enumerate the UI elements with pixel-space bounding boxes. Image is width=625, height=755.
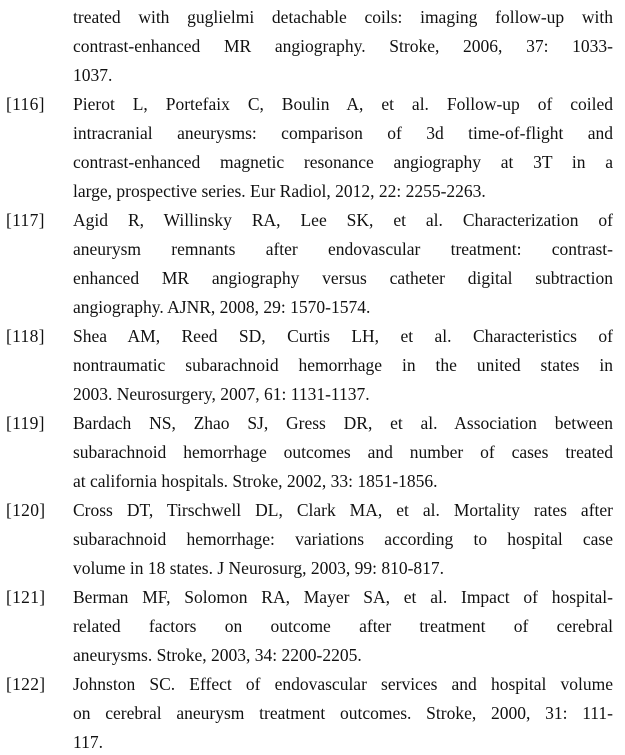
reference-line: nontraumatic subarachnoid hemorrhage in the united states in: [73, 355, 613, 375]
reference-line: volume in 18 states. J Neurosurg, 2003, 99: 810-817.: [73, 558, 445, 578]
reference-line: large, prospective series. Eur Radiol, 2012, 22: 2255-2263.: [73, 181, 486, 201]
reference-number: [121]: [6, 587, 46, 607]
reference-line: contrast-enhanced magnetic resonance angiography at 3T in a: [73, 152, 613, 172]
reference-line: aneurysm remnants after endovascular treatment: contrast-: [73, 239, 613, 259]
reference-line: on cerebral aneurysm treatment outcomes. Stroke, 2000, 31: 111-: [73, 703, 613, 723]
reference-line: Johnston SC. Effect of endovascular services and hospital volume: [73, 674, 613, 694]
reference-line: angiography. AJNR, 2008, 29: 1570-1574.: [73, 297, 371, 317]
reference-line: Agid R, Willinsky RA, Lee SK, et al. Characterization of: [73, 210, 613, 230]
reference-line: contrast-enhanced MR angiography. Stroke, 2006, 37: 1033-: [73, 36, 613, 56]
reference-line: Berman MF, Solomon RA, Mayer SA, et al. Impact of hospital-: [73, 587, 613, 607]
reference-line: subarachnoid hemorrhage: variations according to hospital case: [73, 529, 613, 549]
reference-number: [122]: [6, 674, 46, 694]
reference-line: subarachnoid hemorrhage outcomes and number of cases treated: [73, 442, 613, 462]
reference-number: [118]: [6, 326, 45, 346]
reference-line: 1037.: [73, 65, 113, 85]
reference-number: [117]: [6, 210, 45, 230]
reference-line: Pierot L, Portefaix C, Boulin A, et al. Follow-up of coiled: [73, 94, 613, 114]
reference-line: treated with guglielmi detachable coils: imaging follow-up with: [73, 7, 613, 27]
reference-line: 2003. Neurosurgery, 2007, 61: 1131-1137.: [73, 384, 370, 404]
reference-line: related factors on outcome after treatment of cerebral: [73, 616, 613, 636]
reference-number: [116]: [6, 94, 45, 114]
reference-line: 117.: [73, 732, 103, 752]
reference-line: enhanced MR angiography versus catheter digital subtraction: [73, 268, 613, 288]
reference-line: aneurysms. Stroke, 2003, 34: 2200-2205.: [73, 645, 362, 665]
reference-line: Bardach NS, Zhao SJ, Gress DR, et al. Association between: [73, 413, 613, 433]
reference-line: intracranial aneurysms: comparison of 3d time-of-flight and: [73, 123, 613, 143]
reference-number: [120]: [6, 500, 46, 520]
reference-line: Cross DT, Tirschwell DL, Clark MA, et al. Mortality rates after: [73, 500, 613, 520]
reference-number: [119]: [6, 413, 45, 433]
reference-line: Shea AM, Reed SD, Curtis LH, et al. Characteristics of: [73, 326, 613, 346]
reference-line: at california hospitals. Stroke, 2002, 33: 1851-1856.: [73, 471, 438, 491]
